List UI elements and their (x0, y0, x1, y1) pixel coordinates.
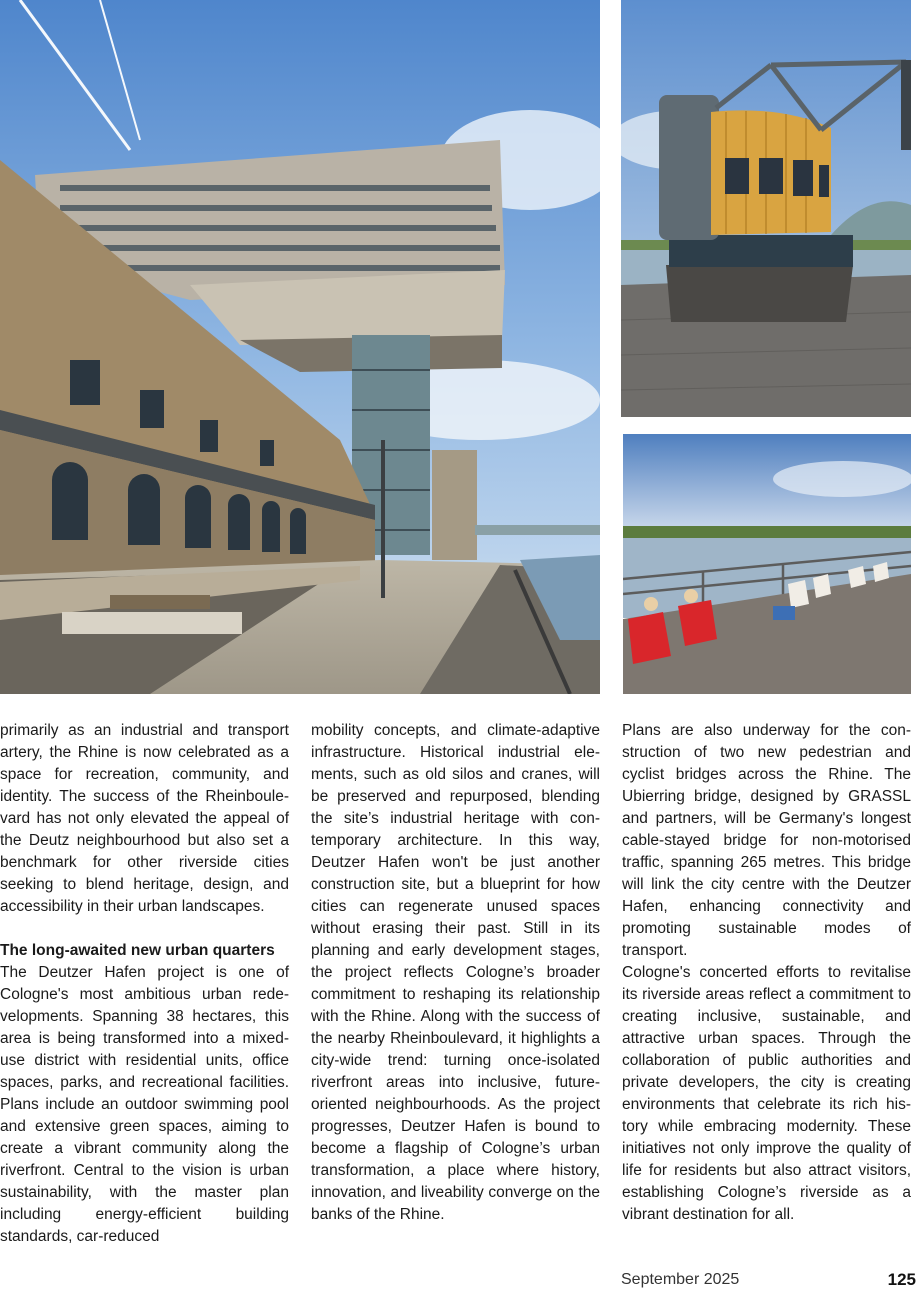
paragraph: Cologne's concerted efforts to revitalise its riverside areas reflect a commitment to creating inclusive, sustainable, and attractive urban spaces. Through the collaboration of public authorities and private developers, the city is creating environments that celebrate its rich history while embracing modernity. These initiatives not only improve the quality of life for residents but also attract visitors, establishing Cologne’s riverside as a vibrant destination for all. (622, 964, 911, 1223)
page-number: 125 (887, 1270, 916, 1289)
photo-harbour-crane (621, 0, 911, 417)
paragraph: The Deutzer Hafen project is one of Cologne's most ambitious urban redevelopments. Spanning 38 hectares, this area is being transformed into a mixed-use district with residential units, office spaces, parks, and recreational facilities. Plans include an outdoor swimming pool and extensive green spaces, aiming to create a vibrant community along the riverfront. Central to the vision is urban sustainability, with the master plan including energy-efficient building standards, car-reduced (0, 964, 289, 1245)
paragraph: Plans are also underway for the construction of two new pedestrian and cyclist bridges across the Rhine. The Ubierring bridge, designed by GRASSL and partners, will be Germany's longest cable-stayed bridge for non-motorised traffic, spanning 265 metres. This bridge will link the city centre with the Deutzer Hafen, enhancing connectivity and promoting sustainable modes of transport. (622, 722, 911, 959)
paragraph: mobility concepts, and climate-adaptive infrastructure. Historical industrial elements, such as old silos and cranes, will be preserved and repurposed, blending the site’s industrial heritage with contemporary architecture. In this way, Deutzer Hafen won't be just another construction site, but a blueprint for how cities can regenerate unused spaces without erasing their past. Still in its planning and early development stages, the project reflects Cologne’s broader commitment to reshaping its relationship with the Rhine. Along with the success of the nearby Rheinboulevard, it highlights a city-wide trend: turning once-isolated riverfront areas into inclusive, future-oriented neighbourhoods. As the project progresses, Deutzer Hafen is bound to become a flagship of Cologne’s urban transformation, a place where history, innovation, and liveability converge on the banks of the Rhine. (311, 722, 600, 1223)
photo-riverbank-deckchairs (623, 434, 911, 694)
article-column-3 (622, 720, 911, 1226)
article-column-2 (311, 720, 600, 1226)
issue-date: September 2025 (621, 1271, 740, 1288)
article-column-1 (0, 720, 289, 1248)
paragraph: primarily as an industrial and transport artery, the Rhine is now celebrated as a space for recreation, community, and identity. The success of the Rheinboulevard has not only elevated the appeal of the Deutz neighbourhood but also set a benchmark for other riverside cities seeking to blend heritage, design, and accessibility in their urban landscapes. (0, 722, 289, 915)
section-subheading: The long-awaited new urban quarters (0, 942, 275, 959)
photo-kranhaus (0, 0, 600, 694)
